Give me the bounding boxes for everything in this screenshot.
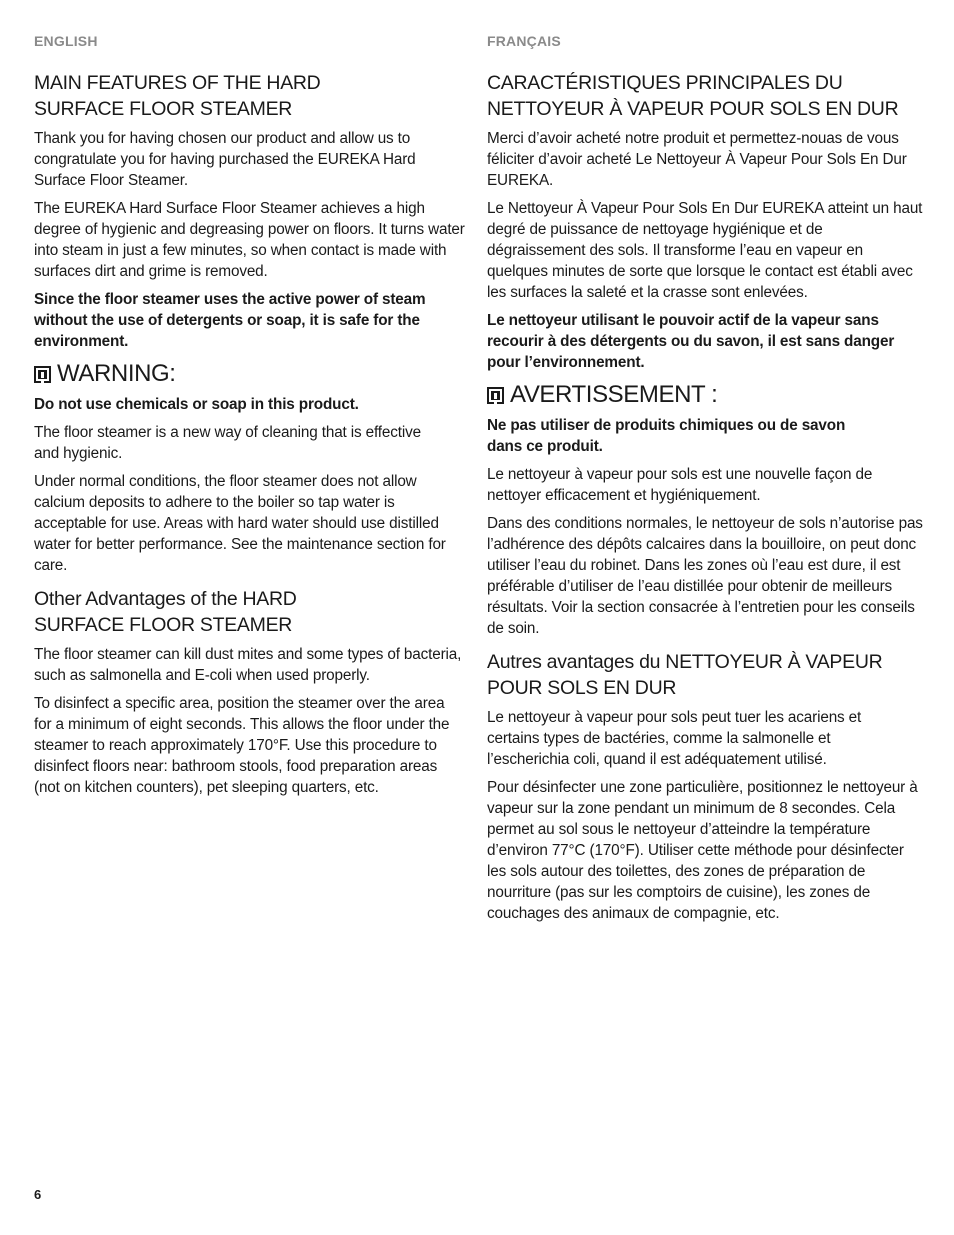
disinfect-paragraph: To disinfect a specific area, position the steamer over the area for a minimum of eight seconds. This allows the floor under the steamer to reach approximately 170°F. Use this procedure to disinfect floors near: bathroom stools, food preparation areas (not on kitchen counters), pet sleeping quarters, etc.: [34, 695, 450, 796]
water-paragraph: Dans des conditions normales, le nettoyeur de sols n’autorise pas l’adhérence des dépôts calcaires dans la bouilloire, on peut donc utiliser l’eau du robinet. Dans les zones où l’eau est dure, il est préférable d’utiliser de l’eau distillée pour obtenir de meilleurs résultats. Voir la section consacrée à l’entretien pour les conseils de soin.: [487, 515, 923, 637]
intro-paragraph: Merci d’avoir acheté notre produit et permettez-nouas de vous féliciter d’avoir acheté Le Nettoyeur À Vapeur Pour Sols En Dur EUREKA.: [487, 130, 907, 189]
subsection-title: Autres avantages du NETTOYEUR À VAPEUR POUR SOLS EN DUR: [487, 651, 883, 699]
cleaning-paragraph: The floor steamer is a new way of cleaning that is effective and hygienic.: [34, 424, 421, 462]
warning-title: AVERTISSEMENT :: [510, 381, 718, 408]
cleaning-paragraph: Le nettoyeur à vapeur pour sols est une nouvelle façon de nettoyer efficacement et hygiéniquement.: [487, 466, 873, 504]
bacteria-paragraph: The floor steamer can kill dust mites and some types of bacteria, such as salmonella and E-coli when used properly.: [34, 646, 462, 684]
disinfect-paragraph: Pour désinfecter une zone particulière, positionnez le nettoyeur à vapeur sur la zone pendant un minimum de 8 secondes. Cela permet au sol sous le nettoyeur d’atteindre la température d’environ 77°C (170°F). Utiliser cette méthode pour désinfecter les sols autour des toilettes, des zones de préparation de nourriture (pas sur les comptoirs de cuisine), les zones de couchages des animaux de compagnie, etc.: [487, 779, 918, 922]
section-title: CARACTÉRISTIQUES PRINCIPALES DU NETTOYEUR À VAPEUR POUR SOLS EN DUR: [487, 72, 899, 120]
warning-text: Ne pas utiliser de produits chimiques ou de savon dans ce produit.: [487, 417, 846, 455]
warning-text: Do not use chemicals or soap in this product.: [34, 396, 359, 413]
language-label: FRANÇAIS: [487, 33, 561, 49]
description-paragraph: Le Nettoyeur À Vapeur Pour Sols En Dur EUREKA atteint un haut degré de puissance de nettoyage hygiénique et de dégraissement des sols. Il transforme l’eau en vapeur en quelques minutes de sorte que lorsque le contact est établi avec les surfaces la saleté et la crasse sont enlevées.: [487, 200, 923, 301]
french-column: [487, 31, 923, 931]
bacteria-paragraph: Le nettoyeur à vapeur pour sols peut tuer les acariens et certains types de bactéries, comme la salmonelle et l’escherichia coli, quand il est adéquatement utilisé.: [487, 709, 862, 768]
description-paragraph: The EUREKA Hard Surface Floor Steamer achieves a high degree of hygienic and degreasing power on floors. It turns water into steam in just a few minutes, so when contact is made with surfaces dirt and grime is removed.: [34, 200, 465, 280]
environment-note: Le nettoyeur utilisant le pouvoir actif de la vapeur sans recourir à des détergents ou du savon, il est sans danger pour l’environnement.: [487, 312, 895, 371]
environment-note: Since the floor steamer uses the active power of steam without the use of detergents or soap, it is safe for the environment.: [34, 291, 426, 350]
warning-title: WARNING:: [57, 360, 176, 387]
warning-icon: [487, 387, 504, 404]
subsection-title: Other Advantages of the HARD SURFACE FLOOR STEAMER: [34, 588, 297, 636]
warning-heading: [487, 380, 923, 410]
warning-heading: [34, 359, 470, 389]
language-label: ENGLISH: [34, 33, 98, 49]
intro-paragraph: Thank you for having chosen our product and allow us to congratulate you for having purchased the EUREKA Hard Surface Floor Steamer.: [34, 130, 416, 189]
section-title: MAIN FEATURES OF THE HARD SURFACE FLOOR STEAMER: [34, 72, 321, 120]
english-column: [34, 31, 470, 805]
warning-icon: [34, 366, 51, 383]
page-number: 6: [34, 1187, 42, 1202]
water-paragraph: Under normal conditions, the floor steamer does not allow calcium deposits to adhere to the boiler so tap water is acceptable for use. Areas with hard water should use distilled water for better performance. See the maintenance section for care.: [34, 473, 446, 574]
